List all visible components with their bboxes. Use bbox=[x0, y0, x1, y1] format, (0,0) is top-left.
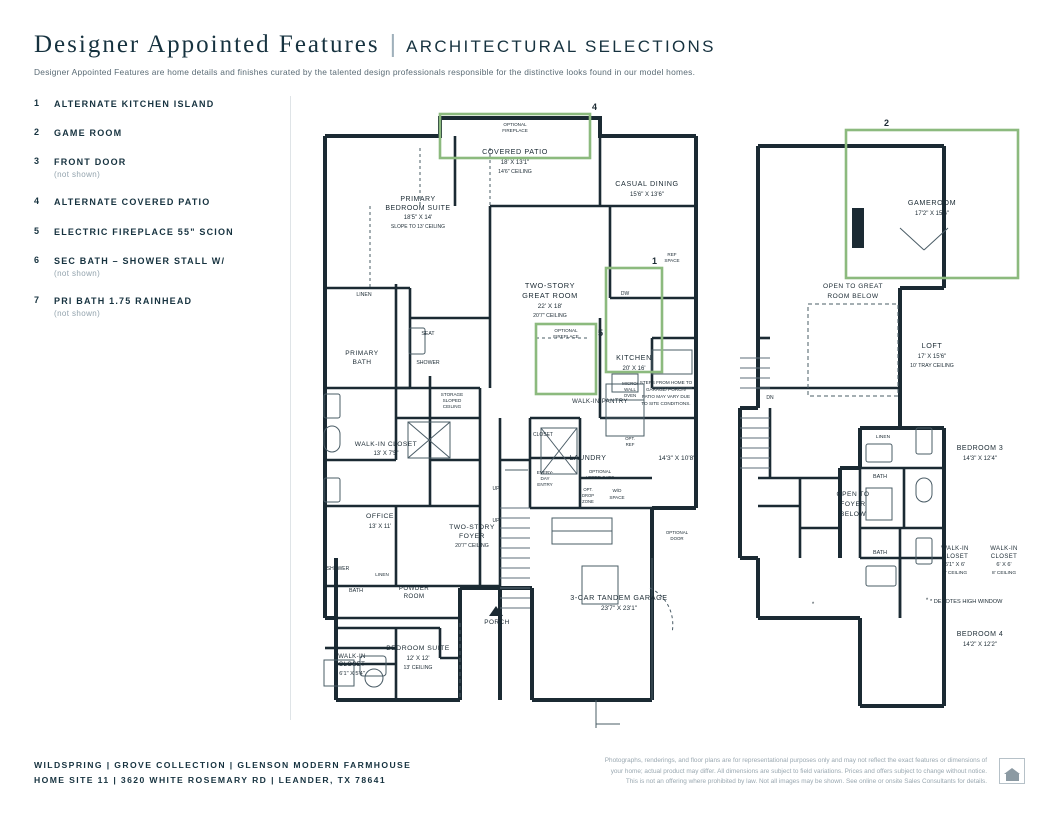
svg-text:MICRO/: MICRO/ bbox=[622, 381, 638, 386]
svg-text:GAMEROOM: GAMEROOM bbox=[907, 198, 957, 207]
svg-text:DW: DW bbox=[620, 291, 630, 297]
svg-text:ROOM BELOW: ROOM BELOW bbox=[827, 293, 879, 300]
svg-text:20'7" CEILING: 20'7" CEILING bbox=[455, 543, 489, 549]
svg-text:8' CEILING: 8' CEILING bbox=[942, 571, 968, 576]
list-item bbox=[34, 156, 284, 179]
svg-text:ZONE: ZONE bbox=[582, 499, 594, 504]
svg-text:LINEN: LINEN bbox=[375, 572, 389, 577]
svg-text:OFFICE: OFFICE bbox=[366, 513, 394, 520]
svg-text:BATH: BATH bbox=[873, 474, 887, 480]
svg-text:* DENOTES HIGH WINDOW: * DENOTES HIGH WINDOW bbox=[930, 599, 1003, 605]
community-line-2: HOME SITE 11 | 3620 WHITE ROSEMARY RD | LEANDER, TX 78641 bbox=[34, 775, 387, 786]
svg-text:OPTIONAL: OPTIONAL bbox=[665, 530, 689, 535]
title-line bbox=[34, 30, 1024, 59]
svg-text:TO SITE CONDITIONS.: TO SITE CONDITIONS. bbox=[641, 401, 691, 406]
svg-text:CEILING: CEILING bbox=[442, 404, 462, 409]
legend-number: 4 bbox=[34, 196, 40, 207]
legend-number: 3 bbox=[34, 156, 40, 167]
list-item bbox=[34, 226, 284, 238]
svg-text:CLOSET: CLOSET bbox=[338, 662, 366, 668]
svg-text:LINEN: LINEN bbox=[875, 435, 891, 440]
svg-text:POWDER: POWDER bbox=[398, 585, 430, 592]
svg-text:14'3" X 12'4": 14'3" X 12'4" bbox=[963, 456, 997, 462]
svg-text:ENTRY: ENTRY bbox=[537, 482, 553, 487]
svg-text:CLOSET: CLOSET bbox=[532, 432, 554, 438]
svg-text:BATH: BATH bbox=[352, 359, 372, 366]
page-description: Designer Appointed Features are home details and finishes curated by the talented design professionals responsible for the distinctive looks found in our model homes. bbox=[34, 67, 696, 77]
svg-text:DAY: DAY bbox=[540, 476, 550, 481]
svg-text:STORAGE: STORAGE bbox=[440, 392, 464, 397]
svg-text:DN: DN bbox=[766, 395, 774, 401]
svg-text:14'2" X 12'2": 14'2" X 12'2" bbox=[963, 642, 997, 648]
svg-text:FOYER: FOYER bbox=[459, 533, 485, 540]
svg-text:BELOW: BELOW bbox=[839, 511, 867, 518]
svg-text:*: * bbox=[811, 602, 815, 608]
svg-text:FIREPLACE: FIREPLACE bbox=[502, 128, 528, 133]
svg-text:10' TRAY CEILING: 10' TRAY CEILING bbox=[910, 363, 954, 369]
list-item bbox=[34, 295, 284, 318]
svg-text:LOFT: LOFT bbox=[921, 341, 943, 350]
title-separator: | bbox=[389, 30, 397, 58]
list-item bbox=[34, 255, 284, 278]
disclaimer bbox=[517, 756, 987, 788]
svg-text:WALL: WALL bbox=[624, 387, 636, 392]
svg-text:FOYER: FOYER bbox=[840, 501, 866, 508]
svg-text:STEPS FROM HOME TO: STEPS FROM HOME TO bbox=[639, 380, 693, 385]
svg-text:DOOR: DOOR bbox=[670, 536, 684, 541]
svg-text:FIREPLACE: FIREPLACE bbox=[553, 334, 579, 339]
community-info bbox=[34, 758, 411, 789]
community-line-1: WILDSPRING | GROVE COLLECTION | GLENSON MODERN FARMHOUSE bbox=[34, 760, 412, 770]
svg-text:SLOPED: SLOPED bbox=[442, 398, 462, 403]
svg-text:BEDROOM 3: BEDROOM 3 bbox=[956, 445, 1004, 452]
svg-text:OPT.: OPT. bbox=[583, 487, 593, 492]
list-item bbox=[34, 98, 284, 110]
svg-text:KITCHEN: KITCHEN bbox=[616, 353, 652, 362]
svg-text:WALK-IN CLOSET: WALK-IN CLOSET bbox=[354, 441, 418, 448]
svg-text:UP: UP bbox=[492, 486, 500, 492]
legend-number: 7 bbox=[34, 294, 40, 305]
svg-text:*: * bbox=[925, 598, 929, 604]
legend-label: ALTERNATE COVERED PATIO bbox=[54, 197, 211, 208]
legend-label: GAME ROOM bbox=[54, 128, 123, 139]
svg-text:WALK-IN: WALK-IN bbox=[990, 546, 1018, 552]
svg-text:CLOSET: CLOSET bbox=[941, 554, 969, 560]
list-item bbox=[34, 196, 284, 208]
svg-text:LINEN: LINEN bbox=[356, 292, 372, 298]
svg-text:CLOSET: CLOSET bbox=[990, 554, 1018, 560]
svg-text:SHOWER: SHOWER bbox=[326, 566, 350, 572]
legend-number: 2 bbox=[34, 127, 40, 138]
svg-text:OPEN TO GREAT: OPEN TO GREAT bbox=[823, 283, 883, 290]
svg-text:14'6" CEILING: 14'6" CEILING bbox=[498, 169, 532, 175]
svg-text:8' CEILING: 8' CEILING bbox=[991, 571, 1017, 576]
callout-number-2: 2 bbox=[884, 118, 890, 128]
svg-text:SPACE: SPACE bbox=[664, 258, 680, 263]
svg-text:DROP: DROP bbox=[581, 493, 595, 498]
svg-text:LAUNDRY: LAUNDRY bbox=[569, 455, 607, 462]
legend-label: ELECTRIC FIREPLACE 55" SCION bbox=[54, 226, 234, 237]
legend-label: PRI BATH 1.75 RAINHEAD bbox=[54, 295, 193, 306]
svg-text:PATIO MAY VARY DUE: PATIO MAY VARY DUE bbox=[641, 394, 691, 399]
callout-number-1: 1 bbox=[652, 256, 658, 266]
svg-text:WALK-IN: WALK-IN bbox=[338, 654, 366, 660]
legend-number: 1 bbox=[34, 98, 40, 108]
svg-text:20'7" CEILING: 20'7" CEILING bbox=[533, 313, 567, 319]
disclaimer-line-2: your home; actual product may differ. All dimensions are subject to field variations. Prices and offers subject to change without notice. bbox=[610, 767, 987, 775]
svg-text:PRIMARY: PRIMARY bbox=[345, 350, 379, 357]
svg-text:20' X 16': 20' X 16' bbox=[622, 366, 646, 372]
svg-text:CASUAL DINING: CASUAL DINING bbox=[615, 179, 679, 188]
legend-label: SEC BATH – SHOWER STALL W/ bbox=[54, 255, 226, 266]
svg-text:13' X 11': 13' X 11' bbox=[368, 524, 392, 530]
svg-text:14'3" X 10'8": 14'3" X 10'8" bbox=[658, 455, 696, 462]
svg-text:3-CAR TANDEM GARAGE: 3-CAR TANDEM GARAGE bbox=[570, 593, 668, 602]
svg-text:PRIMARY: PRIMARY bbox=[400, 196, 436, 203]
legend-note: (not shown) bbox=[54, 170, 101, 180]
svg-text:TWO-STORY: TWO-STORY bbox=[524, 281, 576, 290]
svg-text:23'7" X 23'1": 23'7" X 23'1" bbox=[600, 605, 638, 612]
svg-text:OPT.: OPT. bbox=[625, 436, 635, 441]
svg-text:17'2" X 15'6": 17'2" X 15'6" bbox=[915, 211, 949, 217]
page-subtitle-heading: ARCHITECTURAL SELECTIONS bbox=[406, 37, 716, 56]
page-title: Designer Appointed Features bbox=[34, 31, 380, 58]
svg-text:17' X 15'6": 17' X 15'6" bbox=[917, 354, 947, 360]
legend-number: 6 bbox=[34, 254, 40, 265]
legend-label: FRONT DOOR bbox=[54, 157, 127, 168]
svg-text:UP: UP bbox=[492, 518, 500, 524]
svg-text:UPPER CABS: UPPER CABS bbox=[585, 475, 615, 480]
svg-text:W/D: W/D bbox=[612, 488, 622, 493]
svg-text:BATH: BATH bbox=[349, 588, 363, 594]
svg-text:GREAT ROOM: GREAT ROOM bbox=[522, 291, 578, 300]
svg-text:OPEN TO: OPEN TO bbox=[836, 491, 870, 498]
svg-text:13' X 7'5": 13' X 7'5" bbox=[373, 451, 399, 457]
svg-text:SPACE: SPACE bbox=[609, 495, 625, 500]
svg-text:PORCH: PORCH bbox=[484, 619, 510, 626]
svg-text:TWO-STORY: TWO-STORY bbox=[449, 524, 495, 531]
svg-text:13' CEILING: 13' CEILING bbox=[403, 665, 433, 671]
disclaimer-line-3: This is not an offering where prohibited by law. Not all images may be shown. See online or onsite Sales Consultants for details. bbox=[625, 778, 987, 786]
svg-text:OPTIONAL: OPTIONAL bbox=[503, 122, 527, 127]
floorplan-diagram bbox=[300, 88, 1040, 728]
svg-text:OVEN: OVEN bbox=[623, 393, 637, 398]
page-header bbox=[34, 30, 1024, 77]
legend-label: ALTERNATE KITCHEN ISLAND bbox=[54, 99, 215, 109]
callout-number-5: 5 bbox=[598, 328, 604, 338]
svg-text:GARAGE/ PORCH/: GARAGE/ PORCH/ bbox=[645, 387, 687, 392]
svg-text:BEDROOM SUITE: BEDROOM SUITE bbox=[386, 645, 450, 652]
svg-text:22' X 18': 22' X 18' bbox=[537, 303, 563, 310]
svg-text:OPTIONAL: OPTIONAL bbox=[554, 328, 578, 333]
svg-text:12' X 12': 12' X 12' bbox=[406, 656, 430, 662]
svg-text:EVERY-: EVERY- bbox=[536, 470, 554, 475]
svg-text:ROOM: ROOM bbox=[403, 593, 425, 600]
svg-text:REF: REF bbox=[667, 252, 677, 257]
legend-note: (not shown) bbox=[54, 268, 101, 278]
disclaimer-line-1: Photographs, renderings, and floor plans are for representational purposes only and may not reflect the exact features or dimensions of bbox=[604, 757, 987, 764]
svg-text:6'1" X 6': 6'1" X 6' bbox=[944, 562, 966, 568]
equal-housing-opportunity-icon bbox=[999, 758, 1025, 784]
vertical-divider bbox=[290, 96, 291, 720]
svg-text:6' X 6': 6' X 6' bbox=[996, 562, 1012, 568]
svg-text:COVERED PATIO: COVERED PATIO bbox=[482, 147, 548, 156]
svg-text:BATH: BATH bbox=[873, 550, 887, 556]
svg-text:OPTIONAL: OPTIONAL bbox=[588, 469, 612, 474]
legend-note: (not shown) bbox=[54, 308, 101, 318]
feature-legend bbox=[34, 98, 284, 335]
svg-text:SEAT: SEAT bbox=[421, 331, 435, 337]
svg-text:REF: REF bbox=[625, 442, 635, 447]
svg-text:BEDROOM SUITE: BEDROOM SUITE bbox=[385, 205, 451, 212]
svg-text:SHOWER: SHOWER bbox=[416, 360, 440, 366]
svg-text:15'6" X 13'6": 15'6" X 13'6" bbox=[630, 192, 664, 198]
list-item bbox=[34, 127, 284, 139]
svg-text:BEDROOM 4: BEDROOM 4 bbox=[956, 631, 1004, 638]
svg-text:18' X 13'1": 18' X 13'1" bbox=[500, 160, 530, 166]
svg-text:SLOPE TO 13' CEILING: SLOPE TO 13' CEILING bbox=[390, 224, 446, 230]
svg-text:WALK-IN: WALK-IN bbox=[941, 546, 969, 552]
callout-number-4: 4 bbox=[592, 102, 598, 112]
svg-text:6'1" X 5'4": 6'1" X 5'4" bbox=[339, 671, 365, 677]
legend-number: 5 bbox=[34, 225, 40, 236]
svg-text:18'5" X 14': 18'5" X 14' bbox=[403, 215, 433, 221]
svg-text:WALK-IN PANTRY: WALK-IN PANTRY bbox=[572, 399, 628, 405]
